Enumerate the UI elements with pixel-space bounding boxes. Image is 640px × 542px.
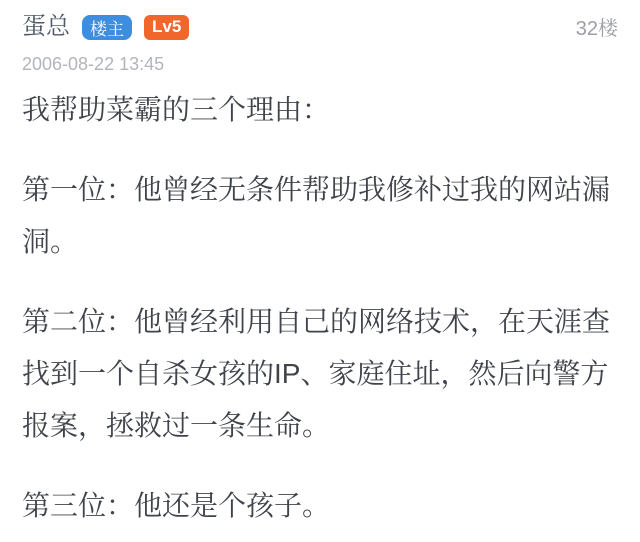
post-timestamp: 2006-08-22 13:45 bbox=[22, 54, 165, 74]
post-body bbox=[22, 84, 618, 532]
post-paragraph: 第一位：他曾经无条件帮助我修补过我的网站漏洞。 bbox=[22, 174, 611, 257]
post-paragraph: 第三位：他还是个孩子。 bbox=[22, 490, 331, 521]
original-poster-badge: 楼主 bbox=[82, 15, 132, 40]
floor-number: 32楼 bbox=[575, 18, 618, 40]
user-level-badge: Lv5 bbox=[144, 15, 189, 40]
post-paragraph: 第二位：他曾经利用自己的网络技术，在天涯查找到一个自杀女孩的IP、家庭住址，然后向警方报案，拯救过一条生命。 bbox=[22, 306, 611, 441]
author-row bbox=[22, 13, 189, 41]
post-paragraph: 我帮助菜霸的三个理由： bbox=[22, 94, 331, 125]
author-name[interactable]: 蛋总 bbox=[22, 13, 70, 40]
post-header bbox=[22, 13, 618, 43]
